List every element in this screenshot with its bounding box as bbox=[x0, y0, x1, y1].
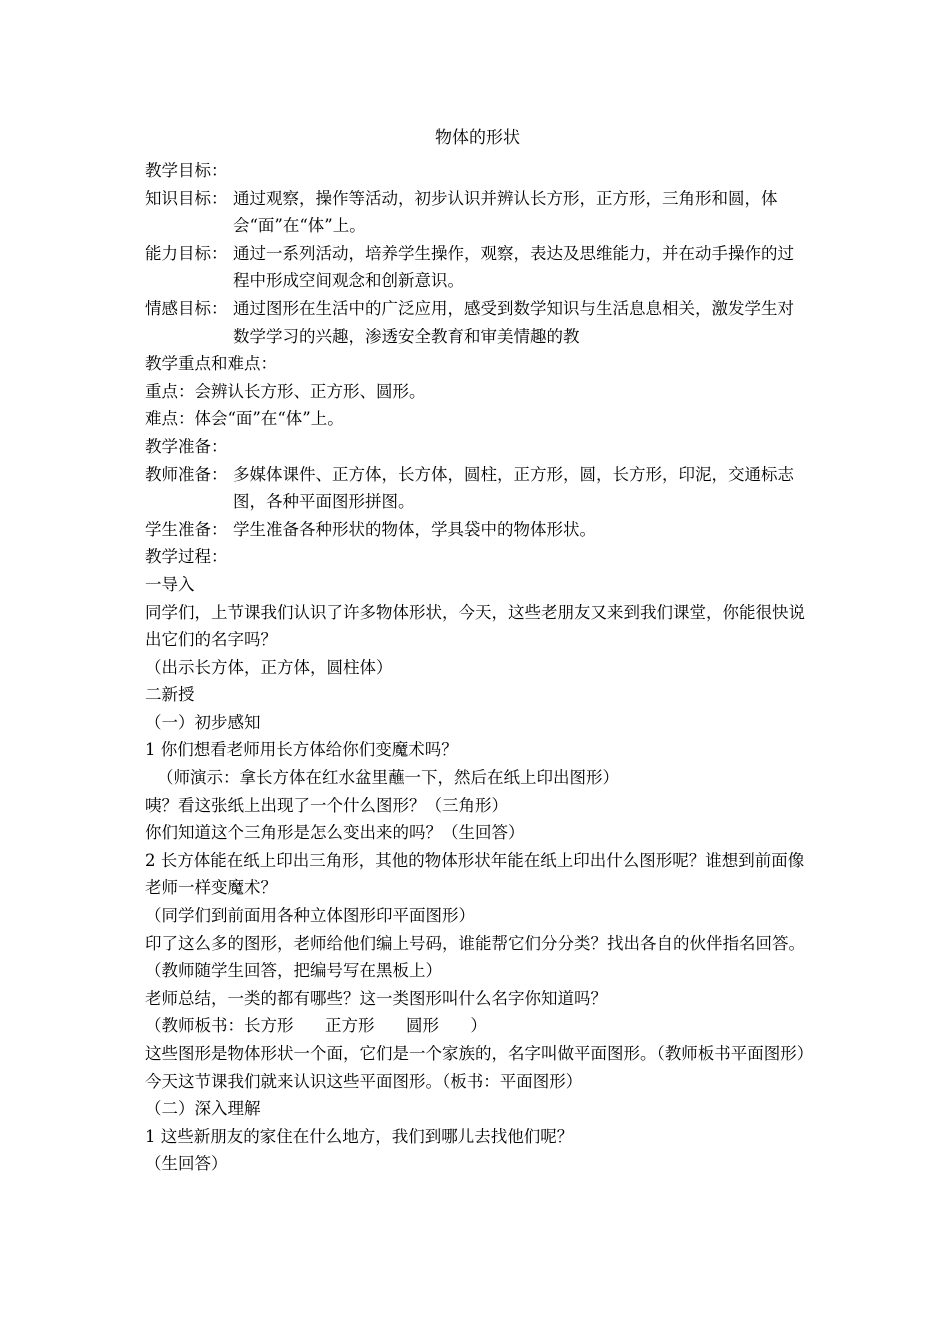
difficulty-point: 难点：体会“面”在“体”上。 bbox=[145, 409, 344, 429]
document-title: 物体的形状 bbox=[435, 128, 520, 148]
goal-knowledge bbox=[145, 185, 810, 240]
prep-label: 教师准备： bbox=[145, 464, 228, 484]
process-line: 一导入 bbox=[145, 574, 195, 594]
goal-label: 能力目标： bbox=[145, 243, 228, 263]
process-line: 今天这节课我们就来认识这些平面图形。（板书：平面图形） bbox=[145, 1071, 583, 1091]
process-line: 这些图形是物体形状一个面，它们是一个家族的，名字叫做平面图形。（教师板书平面图形） bbox=[145, 1044, 814, 1063]
goal-label: 情感目标： bbox=[145, 298, 228, 318]
process-line: （同学们到前面用各种立体图形印平面图形） bbox=[145, 906, 475, 926]
process-line: 1 你们想看老师用长方体给你们变魔术吗？ bbox=[145, 740, 458, 760]
process-line: 1 这些新朋友的家住在什么地方，我们到哪儿去找他们呢？ bbox=[145, 1126, 574, 1146]
process-line: （出示长方体，正方体，圆柱体） bbox=[145, 657, 393, 677]
process-line: 你们知道这个三角形是怎么变出来的吗？（生回答） bbox=[145, 823, 525, 843]
goal-ability bbox=[145, 240, 810, 295]
key-point: 重点：会辨认长方形、正方形、圆形。 bbox=[145, 381, 426, 401]
prep-text: 多媒体课件、正方体，长方体，圆柱，正方形，圆，长方形，印泥，交通标志图，各种平面图形拼图。 bbox=[233, 464, 794, 512]
goal-text: 通过观察，操作等活动，初步认识并辨认长方形，正方形，三角形和圆，体会“面”在“体”上。 bbox=[233, 188, 778, 236]
goal-text: 通过图形在生活中的广泛应用，感受到数学知识与生活息息相关，激发学生对数学学习的兴趣，渗透安全教育和审美情趣的教 bbox=[233, 298, 794, 346]
process-line: （教师板书：长方形 正方形 圆形 ） bbox=[145, 1016, 487, 1036]
process-line: （二）深入理解 bbox=[145, 1099, 261, 1119]
prep-teacher bbox=[145, 461, 810, 516]
goal-emotion bbox=[145, 295, 810, 350]
goal-text: 通过一系列活动，培养学生操作，观察，表达及思维能力，并在动手操作的过程中形成空间观念和创新意识。 bbox=[233, 243, 794, 291]
goal-label: 知识目标： bbox=[145, 188, 228, 208]
process-line: （一）初步感知 bbox=[145, 712, 261, 732]
process-line: 2 长方体能在纸上印出三角形，其他的物体形状年能在纸上印出什么图形呢？谁想到前面像老师一样变魔术？ bbox=[145, 850, 805, 898]
process-line: 老师总结，一类的都有哪些？这一类图形叫什么名字你知道吗？ bbox=[145, 988, 607, 1008]
process-line: 同学们，上节课我们认识了许多物体形状，今天，这些老朋友又来到我们课堂，你能很快说出它们的名字吗？ bbox=[145, 602, 805, 650]
prep-label: 学生准备： bbox=[145, 519, 228, 539]
process-line: 咦？看这张纸上出现了一个什么图形？（三角形） bbox=[145, 795, 508, 815]
process-line: 二新授 bbox=[145, 685, 195, 705]
prep-text: 学生准备各种形状的物体，学具袋中的物体形状。 bbox=[233, 519, 596, 539]
key-heading: 教学重点和难点： bbox=[145, 354, 277, 374]
process-heading: 教学过程： bbox=[145, 547, 228, 567]
goals-heading: 教学目标： bbox=[145, 161, 228, 180]
process-line: （师演示：拿长方体在红水盆里蘸一下，然后在纸上印出图形） bbox=[157, 768, 619, 788]
prep-heading: 教学准备： bbox=[145, 436, 228, 456]
process-line: 印了这么多的图形，老师给他们编上号码，谁能帮它们分分类？找出各自的伙伴指名回答。（教师随学生回答，把编号写在黑板上） bbox=[145, 933, 805, 981]
prep-student bbox=[145, 516, 810, 544]
process-line: （生回答） bbox=[145, 1154, 228, 1174]
document-page bbox=[145, 128, 814, 1178]
